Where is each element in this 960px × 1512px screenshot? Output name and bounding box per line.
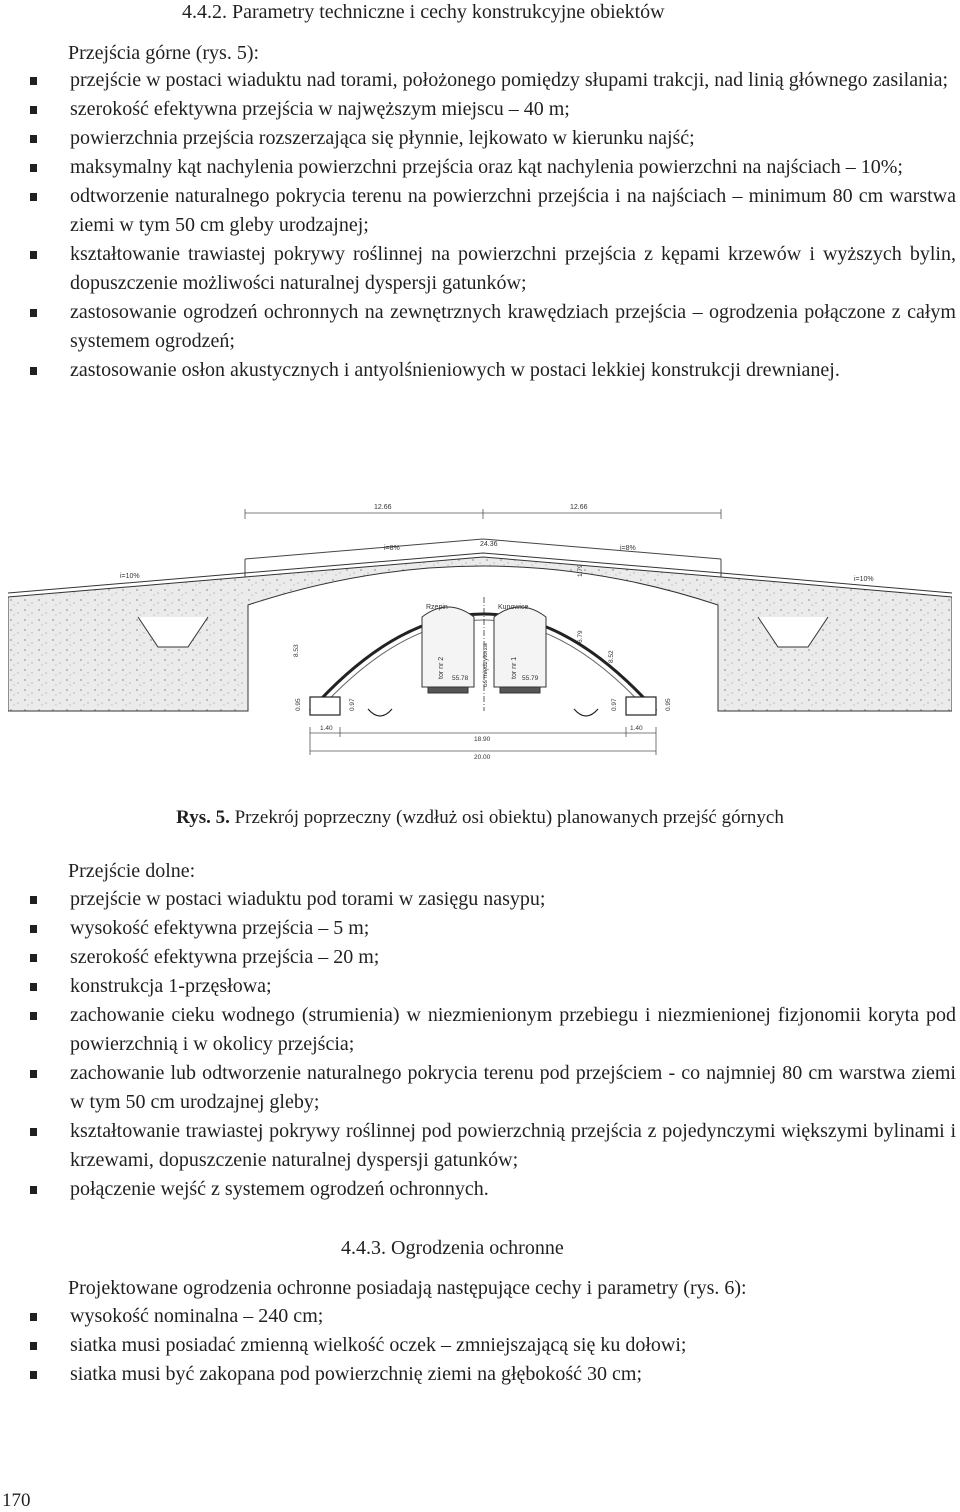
width-total: 20.00 <box>474 754 491 761</box>
station-left: Rzepin <box>426 604 448 611</box>
list-item: szerokość efektywna przejścia w najwęższym miejscu – 40 m; <box>30 95 956 124</box>
bullet-icon <box>30 251 37 259</box>
upper-crossings-intro: Przejścia górne (rys. 5): <box>68 42 260 64</box>
track-left: tor nr 2 <box>438 656 445 679</box>
fences-intro: Projektowane ogrodzenia ochronne posiadają następujące cechy i parametry (rys. 6): <box>68 1277 747 1299</box>
foot-right: 0.95 <box>665 698 672 711</box>
cross-section-drawing <box>8 497 952 767</box>
rail-level-left: 55.78 <box>452 675 469 682</box>
list-item: maksymalny kąt nachylenia powierzchni przejścia oraz kąt nachylenia powierzchni na najściach – 10%; <box>30 153 956 182</box>
bullet-icon <box>30 1186 37 1194</box>
figure-caption <box>0 806 960 830</box>
side-left: 1.40 <box>320 725 333 732</box>
list-item: konstrukcja 1-przęsłowa; <box>30 972 956 1001</box>
list-item: siatka musi posiadać zmienną wielkość oczek – zmniejszającą się ku dołowi; <box>30 1331 956 1360</box>
wall-left: 0.97 <box>349 698 356 711</box>
rail-level-right: 55.79 <box>522 675 539 682</box>
list-item: wysokość nominalna – 240 cm; <box>30 1302 956 1331</box>
list-item: zastosowanie ogrodzeń ochronnych na zewnętrznych krawędziach przejścia – ogrodzenia połączone z całym systemem ogrodzeń; <box>30 298 956 356</box>
bullet-icon <box>30 164 37 172</box>
list-item: połączenie wejść z systemem ogrodzeń ochronnych. <box>30 1175 956 1204</box>
bullet-icon <box>30 106 37 114</box>
slope-right-upper: i=8% <box>620 545 636 552</box>
list-item: odtworzenie naturalnego pokrycia terenu na powierzchni przejścia i na najściach – minimum 80 cm warstwa ziemi w tym 50 cm gleby urodzajnej; <box>30 182 956 240</box>
fences-list <box>30 1302 956 1389</box>
foot-left: 0.95 <box>295 698 302 711</box>
axis-label: oś międzytorza <box>482 643 489 687</box>
list-item: zachowanie cieku wodnego (strumienia) w niezmienionym przebiegu i niezmienionej fizjonomii koryta pod powierzchnią i w okolicy przejścia; <box>30 1001 956 1059</box>
bullet-icon <box>30 1070 37 1078</box>
list-item: powierzchnia przejścia rozszerzająca się płynnie, lejkowato w kierunku najść; <box>30 124 956 153</box>
bullet-icon <box>30 309 37 317</box>
list-item: szerokość efektywna przejścia – 20 m; <box>30 943 956 972</box>
section-heading: 4.4.3. Ogrodzenia ochronne <box>341 1237 564 1259</box>
list-item: przejście w postaci wiaduktu nad torami, położonego pomiędzy słupami trakcji, nad linią głównego zasilania; <box>30 66 956 95</box>
dim-right-top: 12.66 <box>570 504 588 511</box>
height-left: 8.53 <box>293 644 300 657</box>
bullet-icon <box>30 135 37 143</box>
upper-crossings-list <box>30 66 956 385</box>
track-right: tor nr 1 <box>511 656 518 679</box>
lower-crossings-list <box>30 885 956 1204</box>
page-number: 170 <box>2 1490 31 1511</box>
bullet-icon <box>30 1342 37 1350</box>
lower-crossings-intro: Przejście dolne: <box>68 860 196 882</box>
station-right: Kunowice <box>498 604 529 611</box>
slope-left-outer: i=10% <box>120 573 140 580</box>
list-item: kształtowanie trawiastej pokrywy roślinnej na powierzchni przejścia z kępami krzewów i wyższych bylin, dopuszczenie możliwości naturalnej dyspersji gatunków; <box>30 240 956 298</box>
side-right: 1.40 <box>630 725 643 732</box>
bullet-icon <box>30 77 37 85</box>
wall-right: 0.97 <box>611 698 618 711</box>
list-item: kształtowanie trawiastej pokrywy roślinnej pod powierzchnią przejścia z pojedynczymi większymi bylinami i krzewami, dopuszczenie naturalnej dyspersji gatunków; <box>30 1117 956 1175</box>
slope-right-outer: i=10% <box>854 576 874 583</box>
bullet-icon <box>30 1313 37 1321</box>
bullet-icon <box>30 1128 37 1136</box>
caption-text: Przekrój poprzeczny (wzdłuż osi obiektu) planowanych przejść górnych <box>229 807 784 828</box>
list-item: przejście w postaci wiaduktu pod torami w zasięgu nasypu; <box>30 885 956 914</box>
slope-left-upper: i=8% <box>384 545 400 552</box>
caption-label: Rys. 5. <box>176 807 230 828</box>
bullet-icon <box>30 983 37 991</box>
height-right: 8.52 <box>608 650 615 663</box>
section-heading: 4.4.2. Parametry techniczne i cechy konstrukcyjne obiektów <box>182 1 665 23</box>
bullet-icon <box>30 954 37 962</box>
bullet-icon <box>30 896 37 904</box>
crown-level: 24.36 <box>480 541 498 548</box>
bullet-icon <box>30 925 37 933</box>
list-item: zastosowanie osłon akustycznych i antyolśnieniowych w postaci lekkiej konstrukcji drewnianej. <box>30 356 956 385</box>
bullet-icon <box>30 193 37 201</box>
height-mid: 6.79 <box>577 630 584 643</box>
bullet-icon <box>30 1371 37 1379</box>
top-dimension-line <box>245 509 721 519</box>
list-item: siatka musi być zakopana pod powierzchnię ziemi na głębokość 30 cm; <box>30 1360 956 1389</box>
clear-top: 1.79 <box>577 564 584 577</box>
dim-left-top: 12.66 <box>374 504 392 511</box>
list-item: wysokość efektywna przejścia – 5 m; <box>30 914 956 943</box>
bullet-icon <box>30 1012 37 1020</box>
list-item: zachowanie lub odtworzenie naturalnego pokrycia terenu pod przejściem - co najmniej 80 cm warstwa ziemi w tym 50 cm urodzajnej gleby; <box>30 1059 956 1117</box>
width-inner: 18.90 <box>474 736 491 743</box>
bullet-icon <box>30 367 37 375</box>
